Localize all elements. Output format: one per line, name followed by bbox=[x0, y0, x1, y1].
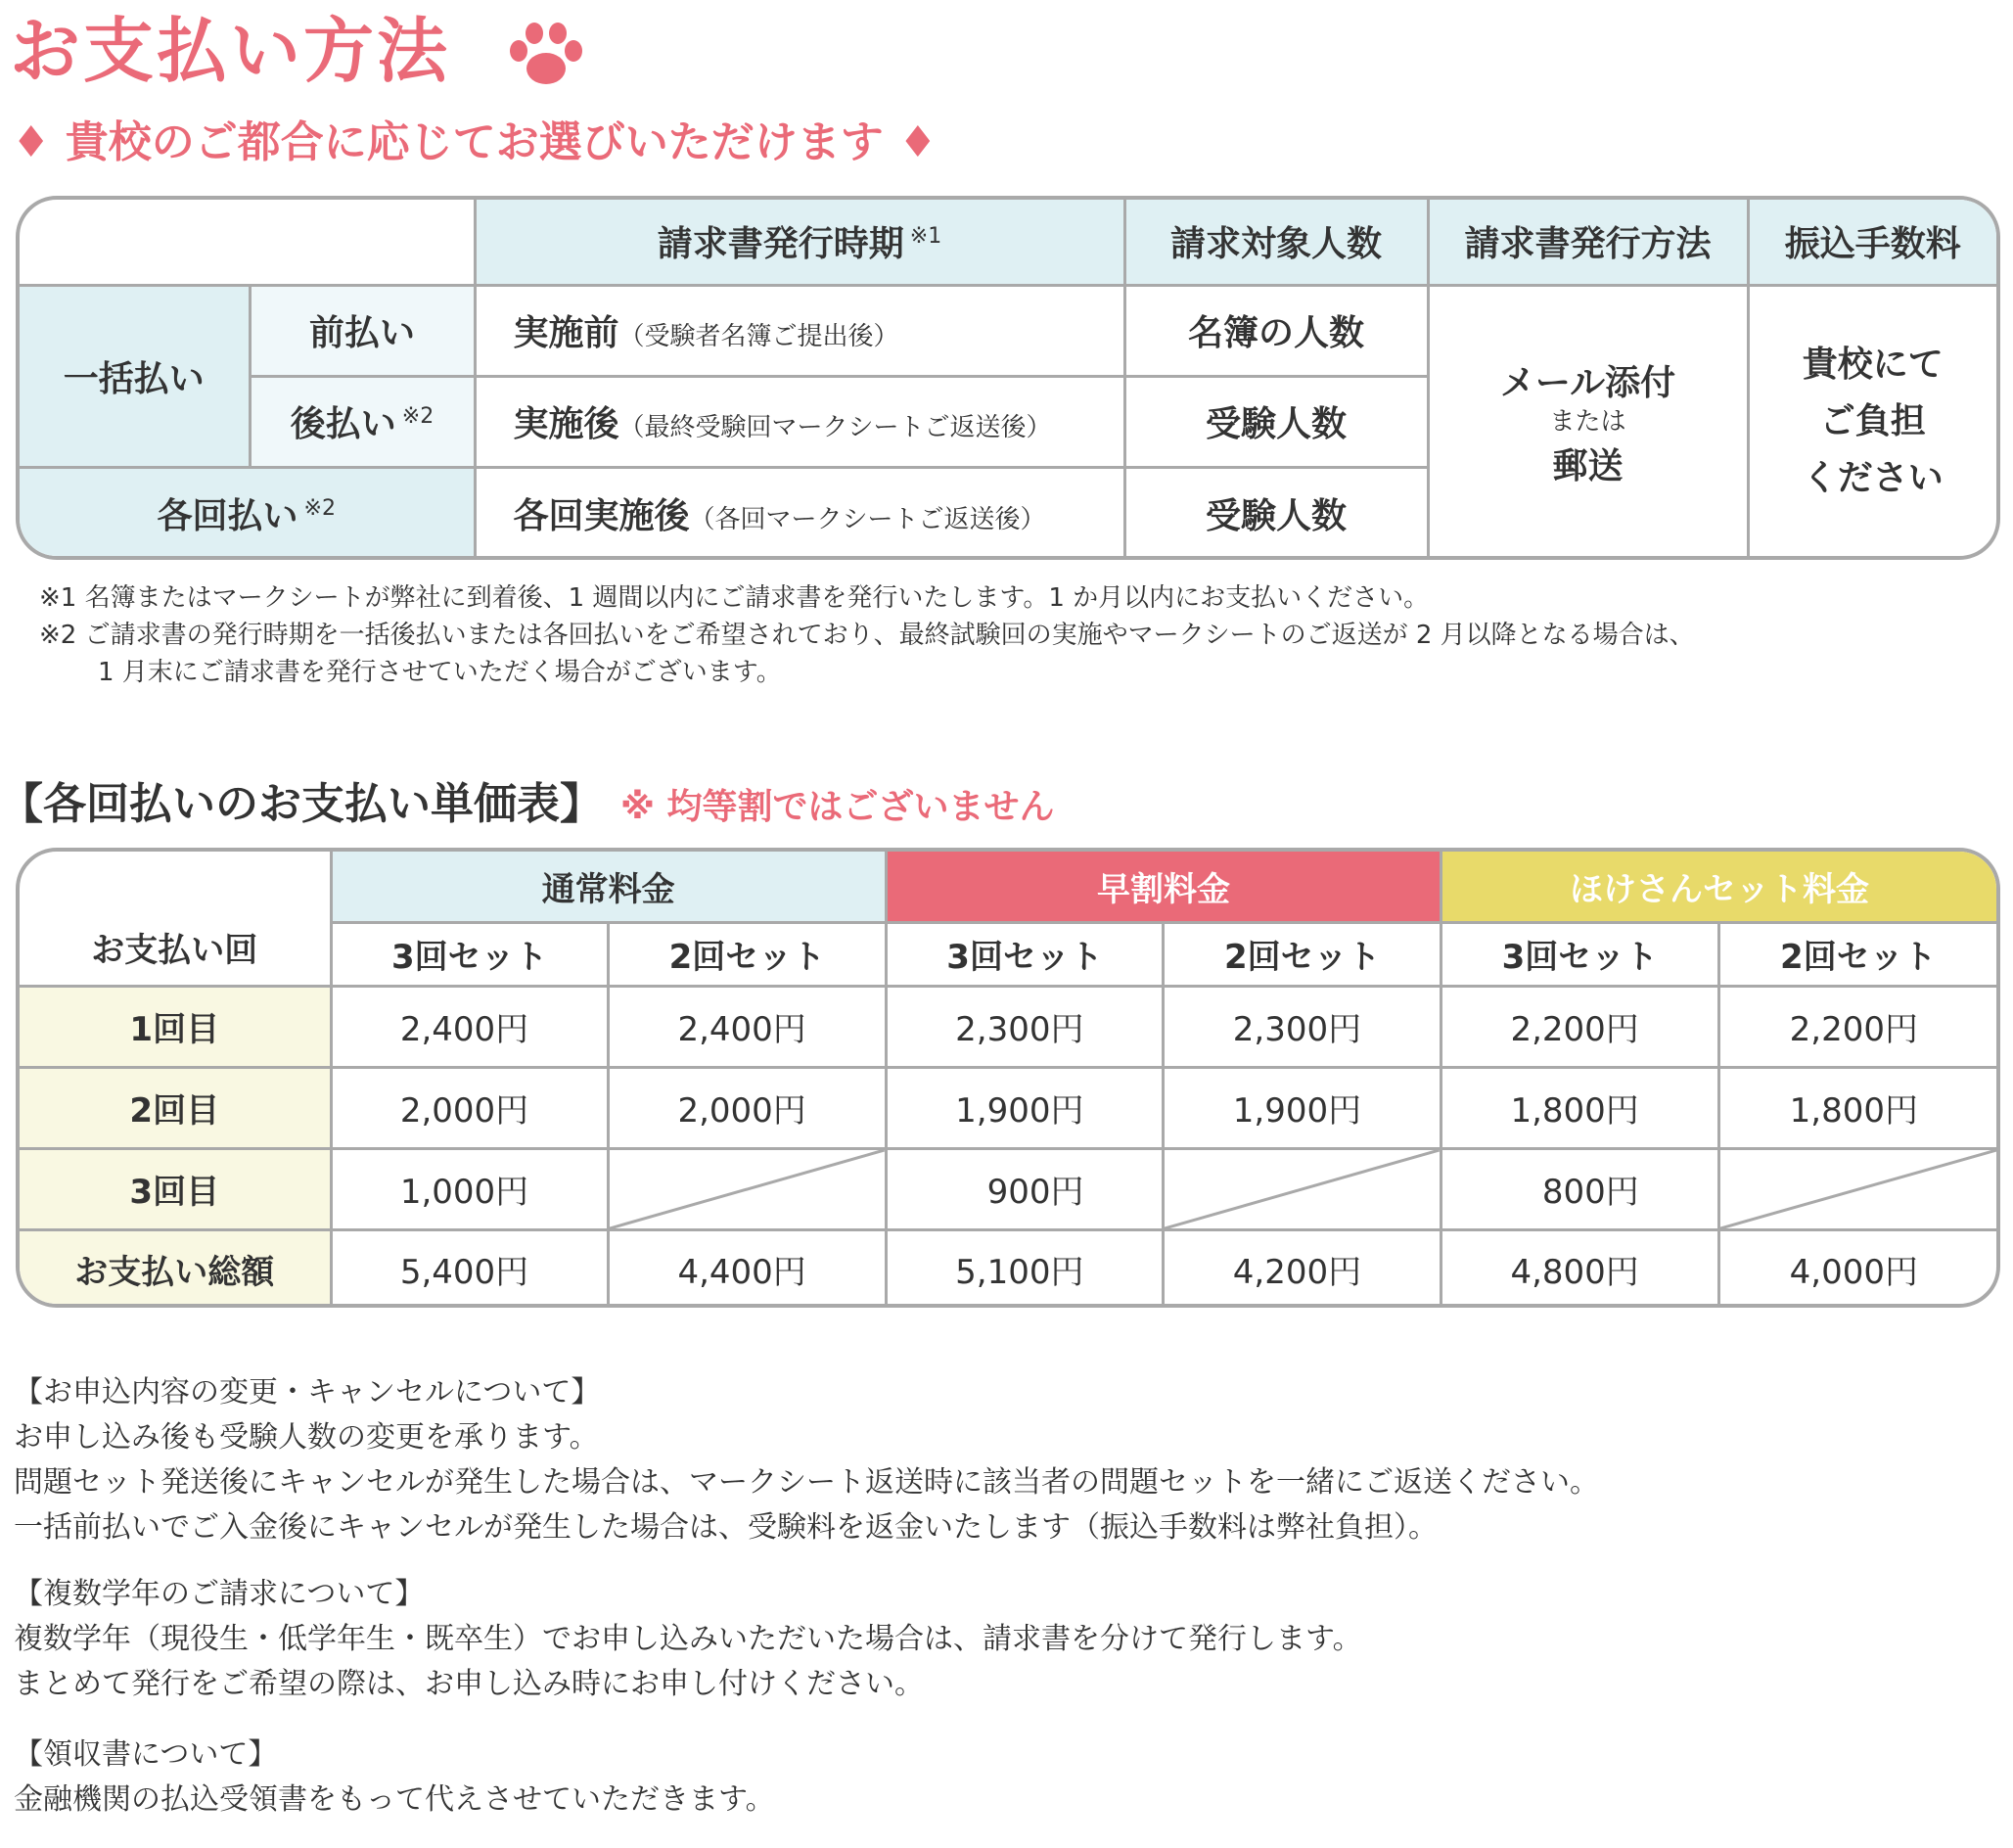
row-label: 2回目 bbox=[20, 1067, 331, 1148]
page-title: お支払い方法 bbox=[10, 10, 451, 92]
payment-method-table bbox=[16, 196, 2000, 560]
subheader: 3回セット bbox=[886, 922, 1164, 986]
multi-text-1: 複数学年（現役生・低学年生・既卒生）でお申し込みいただいた場合は、請求書を分けて発行します。 bbox=[14, 1622, 1362, 1656]
row1-timing: 実施前（受験者名簿ご提出後） bbox=[475, 285, 1124, 376]
empty-diagonal-cell bbox=[609, 1148, 887, 1229]
price-cell: 1,900円 bbox=[1164, 1067, 1441, 1148]
subtitle: ♦ 貴校のご都合に応じてお選びいただけます ♦ bbox=[12, 117, 938, 167]
subheader: 2回セット bbox=[1164, 922, 1441, 986]
price-cell: 2,000円 bbox=[331, 1067, 609, 1148]
price-cell: 2,300円 bbox=[886, 986, 1164, 1067]
postpay-label: 後払い $^{※2}$ bbox=[250, 376, 475, 467]
row2-timing: 実施後（最終受験回マークシートご返送後） bbox=[475, 376, 1124, 467]
method-cell: メール添付 または 郵送 bbox=[1428, 285, 1748, 558]
price-cell: 800円 bbox=[1441, 1148, 1719, 1229]
empty-diagonal-cell bbox=[1164, 1148, 1441, 1229]
subheader: 2回セット bbox=[1718, 922, 1996, 986]
receipt-section bbox=[14, 1732, 775, 1823]
footnote-2-cont: 1 月末にご請求書を発行させていただく場合がございます。 bbox=[98, 658, 782, 687]
footnotes bbox=[39, 579, 1695, 691]
header-count: 請求対象人数 bbox=[1124, 200, 1428, 285]
row3-count: 受験人数 bbox=[1124, 467, 1428, 558]
fee-cell: 貴校にて ご負担 ください bbox=[1748, 285, 1996, 558]
header-timing: 請求書発行時期 $^{※1}$ bbox=[475, 200, 1124, 285]
price-cell: 1,800円 bbox=[1718, 1067, 1996, 1148]
receipt-heading: 【領収書について】 bbox=[14, 1737, 278, 1772]
paw-icon bbox=[507, 22, 585, 90]
row-label: お支払い総額 bbox=[20, 1229, 331, 1308]
price-cell: 5,100円 bbox=[886, 1229, 1164, 1308]
row-label: 3回目 bbox=[20, 1148, 331, 1229]
price-cell: 1,900円 bbox=[886, 1067, 1164, 1148]
cancel-section bbox=[14, 1370, 1599, 1550]
multi-grade-section bbox=[14, 1572, 1362, 1707]
row3-timing: 各回実施後（各回マークシートご返送後） bbox=[475, 467, 1124, 558]
lump-sum-label: 一括払い bbox=[20, 285, 250, 467]
table-row bbox=[20, 1148, 1996, 1229]
group-early: 早割料金 bbox=[886, 852, 1441, 922]
subheader: 3回セット bbox=[331, 922, 609, 986]
row-header-cell: お支払い回 bbox=[20, 852, 331, 986]
row-label: 1回目 bbox=[20, 986, 331, 1067]
price-cell: 2,200円 bbox=[1441, 986, 1719, 1067]
price-cell: 1,800円 bbox=[1441, 1067, 1719, 1148]
each-payment-label: 各回払い $^{※2}$ bbox=[20, 467, 475, 558]
group-regular: 通常料金 bbox=[331, 852, 886, 922]
price-cell: 1,000円 bbox=[331, 1148, 609, 1229]
price-cell: 4,400円 bbox=[609, 1229, 887, 1308]
price-heading: 【各回払いのお支払い単価表】 ※ 均等割ではございません bbox=[0, 779, 1055, 829]
footnote-2: ※2 ご請求書の発行時期を一括後払いまたは各回払いをご希望されており、最終試験回の実施やマークシートのご返送が 2 月以降となる場合は、 bbox=[39, 621, 1695, 650]
multi-text-2: まとめて発行をご希望の際は、お申し込み時にお申し付けください。 bbox=[14, 1667, 924, 1701]
table-row-total bbox=[20, 1229, 1996, 1308]
cancel-text-3: 一括前払いでご入金後にキャンセルが発生した場合は、受験料を返金いたします（振込手数料は弊社負担）。 bbox=[14, 1510, 1438, 1545]
prepay-label: 前払い bbox=[250, 285, 475, 376]
multi-heading: 【複数学年のご請求について】 bbox=[14, 1577, 425, 1611]
price-cell: 2,400円 bbox=[331, 986, 609, 1067]
price-cell: 900円 bbox=[886, 1148, 1164, 1229]
footnote-1: ※1 名簿またはマークシートが弊社に到着後、1 週間以内にご請求書を発行いたします。1 か月以内にお支払いください。 bbox=[39, 583, 1430, 613]
group-hokesan: ほけさんセット料金 bbox=[1441, 852, 1996, 922]
corner-cell bbox=[20, 200, 475, 285]
header-method: 請求書発行方法 bbox=[1428, 200, 1748, 285]
price-cell: 2,400円 bbox=[609, 986, 887, 1067]
price-cell: 2,300円 bbox=[1164, 986, 1441, 1067]
price-cell: 2,000円 bbox=[609, 1067, 887, 1148]
table-row bbox=[20, 986, 1996, 1067]
row2-count: 受験人数 bbox=[1124, 376, 1428, 467]
price-cell: 2,200円 bbox=[1718, 986, 1996, 1067]
cancel-heading: 【お申込内容の変更・キャンセルについて】 bbox=[14, 1375, 601, 1409]
cancel-text-2: 問題セット発送後にキャンセルが発生した場合は、マークシート返送時に該当者の問題セットを一緒にご返送ください。 bbox=[14, 1465, 1599, 1500]
row1-count: 名簿の人数 bbox=[1124, 285, 1428, 376]
subheader: 3回セット bbox=[1441, 922, 1719, 986]
subheader: 2回セット bbox=[609, 922, 887, 986]
price-cell: 4,000円 bbox=[1718, 1229, 1996, 1308]
cancel-text-1: お申し込み後も受験人数の変更を承ります。 bbox=[14, 1420, 599, 1455]
receipt-text-1: 金融機関の払込受領書をもって代えさせていただきます。 bbox=[14, 1782, 775, 1817]
price-table bbox=[16, 848, 2000, 1308]
price-cell: 5,400円 bbox=[331, 1229, 609, 1308]
price-cell: 4,800円 bbox=[1441, 1229, 1719, 1308]
price-note: ※ 均等割ではございません bbox=[620, 787, 1055, 827]
price-cell: 4,200円 bbox=[1164, 1229, 1441, 1308]
table-row bbox=[20, 1067, 1996, 1148]
header-fee: 振込手数料 bbox=[1748, 200, 1996, 285]
empty-diagonal-cell bbox=[1718, 1148, 1996, 1229]
